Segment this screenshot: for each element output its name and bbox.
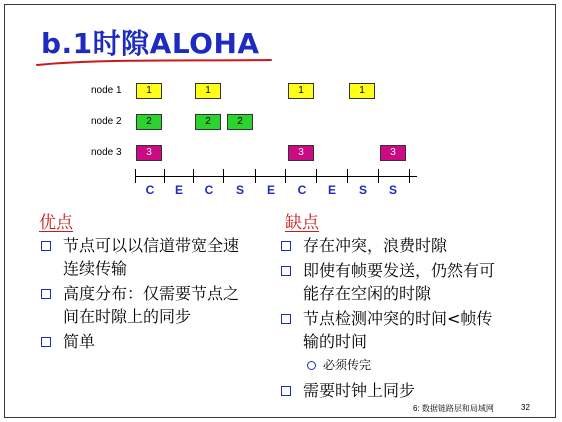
node-2-frame: 2 [136, 114, 162, 130]
square-bullet-icon [281, 314, 291, 324]
node-2-frame: 2 [195, 114, 221, 130]
node-1-frame: 1 [288, 83, 314, 99]
axis-tick [223, 169, 224, 183]
list-item-text: 存在冲突，浪费时隙 [303, 236, 448, 255]
footer-chapter: 6: 数据链路层和局域网 [413, 404, 494, 413]
slot-letter: E [174, 183, 183, 197]
slot-letter: S [358, 183, 367, 197]
sub-list-item-text: 必须传完 [323, 358, 372, 372]
list-item-text: 需要时钟上同步 [303, 381, 416, 400]
list-item [281, 379, 495, 402]
node-1-label: node 1 [91, 85, 122, 96]
node-3-frame: 3 [136, 145, 162, 161]
axis-tick [255, 169, 256, 183]
square-bullet-icon [41, 241, 51, 251]
node-1-frame: 1 [136, 83, 162, 99]
sub-list-item [281, 355, 495, 375]
advantages-heading: 优点 [39, 213, 73, 233]
node-3-frame: 3 [288, 145, 314, 161]
slot-letter: E [327, 183, 336, 197]
circle-bullet-icon [307, 361, 316, 370]
list-item [41, 330, 253, 353]
axis-tick [193, 169, 194, 183]
node-2-frame: 2 [227, 114, 253, 130]
axis-tick [347, 169, 348, 183]
list-item [281, 259, 495, 305]
list-item [281, 234, 495, 257]
axis-tick [409, 169, 410, 183]
axis-tick [378, 169, 379, 183]
advantages-list [41, 234, 253, 355]
node-1-frame: 1 [349, 83, 375, 99]
slot-letter: E [266, 183, 275, 197]
square-bullet-icon [41, 289, 51, 299]
slot-letter: S [388, 183, 397, 197]
list-item-text: 即使有帧要发送，仍然有可能存在空闲的时隙 [303, 261, 496, 303]
square-bullet-icon [281, 386, 291, 396]
node-3-label: node 3 [91, 147, 122, 158]
disadvantages-heading: 缺点 [285, 213, 319, 233]
axis-tick [164, 169, 165, 183]
list-item-text: 节点可以以信道带宽全速连续传输 [63, 236, 240, 278]
slotted-aloha-diagram [5, 5, 557, 205]
list-item [41, 282, 253, 328]
node-3-frame: 3 [380, 145, 406, 161]
square-bullet-icon [281, 241, 291, 251]
list-item-text: 高度分布：仅需要节点之间在时隙上的同步 [63, 284, 240, 326]
axis-tick [285, 169, 286, 183]
slot-letter: S [235, 183, 244, 197]
list-item-text: 简单 [63, 332, 96, 351]
axis-tick [135, 169, 136, 183]
slide-title: b.1时隙ALOHA [41, 27, 260, 60]
list-item [281, 307, 495, 353]
slide [4, 4, 556, 418]
axis-tick [316, 169, 317, 183]
list-item-text: 节点检测冲突的时间<帧传输的时间 [303, 309, 493, 351]
footer-page-number: 32 [521, 403, 530, 412]
node-2-label: node 2 [91, 116, 122, 127]
slot-letter: C [145, 183, 155, 197]
disadvantages-list [281, 234, 495, 404]
slot-letter: C [297, 183, 307, 197]
square-bullet-icon [281, 266, 291, 276]
node-1-frame: 1 [195, 83, 221, 99]
time-axis [135, 176, 417, 177]
square-bullet-icon [41, 337, 51, 347]
list-item [41, 234, 253, 280]
slot-letter: C [204, 183, 214, 197]
